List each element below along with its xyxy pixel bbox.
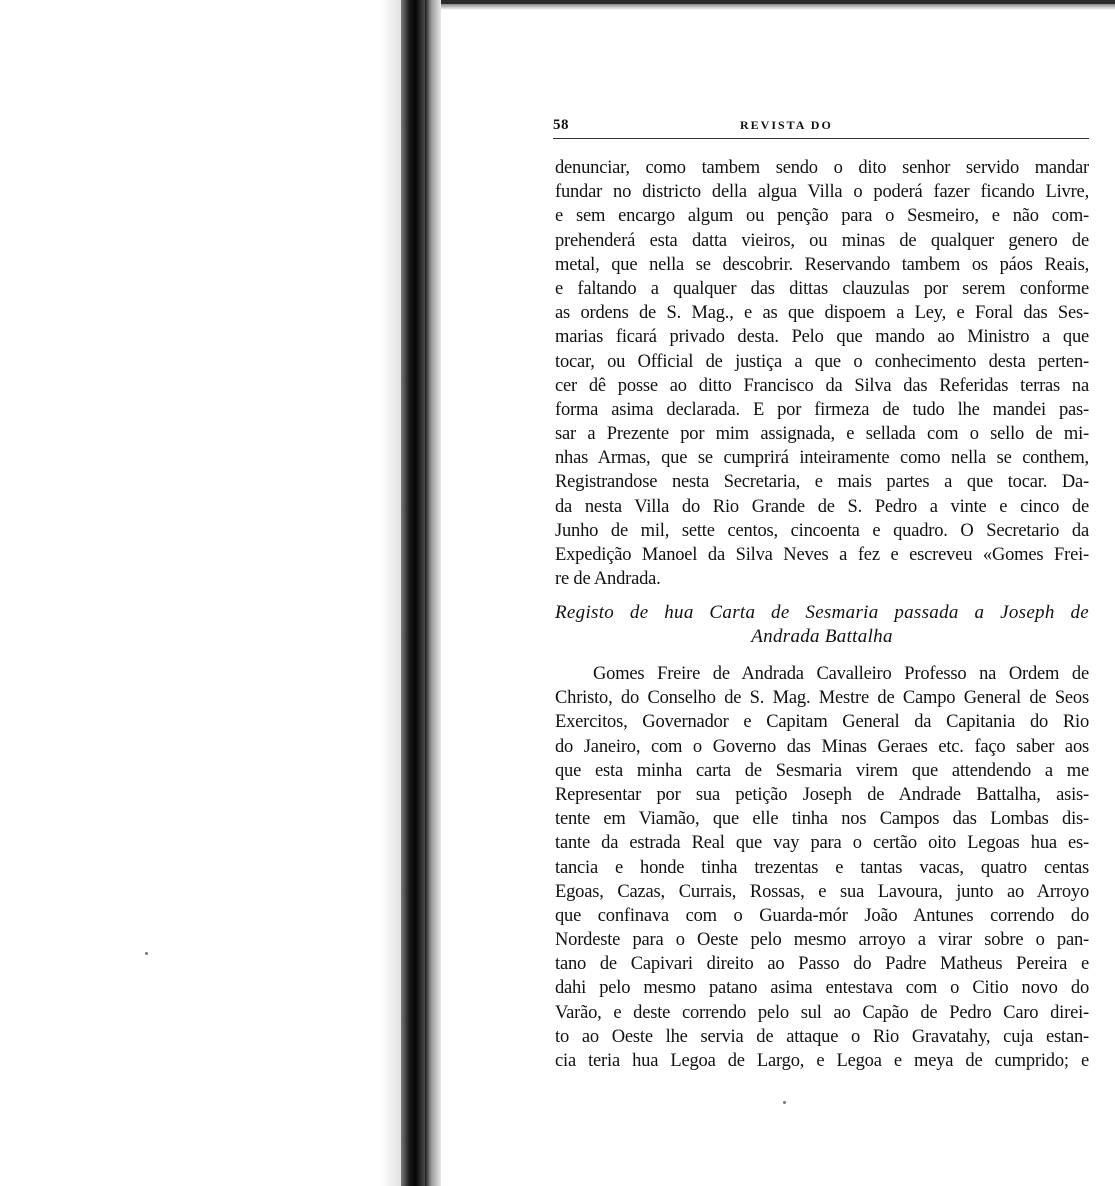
text-line: as ordens de S. Mag., e as que dispoem a Ley, e Foral das Ses- [555,303,1089,324]
text-line: Christo, do Conselho de S. Mag. Mestre de Campo General de Seos [555,688,1089,709]
section-heading-line: Registo de hua Carta de Sesmaria passada a Joseph de [555,602,1089,623]
text-line: e faltando a qualquer das dittas clauzulas por serem conforme [555,278,1089,299]
scan-speck [783,1101,786,1104]
scan-speck [145,952,148,955]
text-line: Exercitos, Governador e Capitam General da Capitania do Rio [555,712,1089,733]
text-line: nhas Armas, que se cumprirá inteiramente como nella se conthem, [555,448,1089,469]
text-line: do Janeiro, com o Governo das Minas Geraes etc. faço saber aos [555,736,1089,757]
text-line: prehenderá esta datta vieiros, ou minas de qualquer genero de [555,230,1089,251]
text-line: tocar, ou Official de justiça a que o conhecimento desta perten- [555,351,1089,372]
paragraph-continuation [555,156,1089,591]
text-line: marias ficará privado desta. Pelo que mando ao Ministro a que [555,327,1089,348]
text-line: que esta minha carta de Sesmaria virem que attendendo a me [555,760,1089,781]
paragraph-body [555,662,1089,1073]
text-line: que confinava com o Guarda-mór João Antunes correndo do [555,905,1089,926]
text-line: Egoas, Cazas, Currais, Rossas, e sua Lavoura, junto ao Arroyo [555,881,1089,902]
text-line: Nordeste para o Oeste pelo mesmo arroyo a virar sobre o pan- [555,930,1089,951]
text-line: da nesta Villa do Rio Grande de S. Pedro a vinte e cinco de [555,496,1089,517]
text-line: Junho de mil, sette centos, cincoenta e quadro. O Secretario da [555,520,1089,541]
running-head: REVISTA DO [740,118,833,132]
page-number: 58 [553,117,569,133]
text-line: re de Andrada. [555,569,661,590]
text-line: fundar no districto della algua Villa o poderá fazer ficando Livre, [555,182,1089,203]
text-line: tente em Viamão, que elle tinha nos Campos das Lombas dis- [555,809,1089,830]
text-line: dahi pelo mesmo patano asima entestava com o Citio novo do [555,978,1089,999]
text-line: forma asima declarada. E por firmeza de tudo lhe mandei pas- [555,399,1089,420]
text-line: Varão, e deste correndo pelo sul ao Capão de Pedro Caro direi- [555,1002,1089,1023]
text-line: e sem encargo algum ou penção para o Sesmeiro, e não com- [555,206,1089,227]
text-line: tancia e honde tinha trezentas e tantas vacas, quatro centas [555,857,1089,878]
text-line: tano de Capivari direito ao Passo do Padre Matheus Pereira e [555,954,1089,975]
text-line: Representar por sua petição Joseph de Andrade Battalha, asis- [555,784,1089,805]
section-heading [555,601,1089,649]
text-line: metal, que nella se descobrir. Reservando tambem os páos Reais, [555,254,1089,275]
text-line: sar a Prezente por mim assignada, e sellada com o sello de mi- [555,424,1089,445]
text-line: Expedição Manoel da Silva Neves a fez e escreveu «Gomes Frei- [555,545,1089,565]
text-line: Registrandose nesta Secretaria, e mais partes a que tocar. Da- [555,472,1089,493]
text-line: denunciar, como tambem sendo o dito senhor servido mandar [555,158,1089,178]
header-rule [553,138,1089,139]
text-line: cer dê posse ao ditto Francisco da Silva das Referidas terras na [555,375,1089,396]
text-line: to ao Oeste lhe servia de attaque o Rio Gravatahy, cuja estan- [555,1026,1089,1047]
book-spine [401,0,425,1186]
text-line: cia teria hua Legoa de Largo, e Legoa e meya de cumprido; e [555,1051,1089,1071]
page-top-fade [441,4,1115,10]
page-edge [425,0,441,1186]
section-heading-line: Andrada Battalha [751,626,893,647]
text-line: tante da estrada Real que vay para o certão oito Legoas hua es- [555,833,1089,854]
text-line: Gomes Freire de Andrada Cavalleiro Professo na Ordem de [593,664,1089,684]
